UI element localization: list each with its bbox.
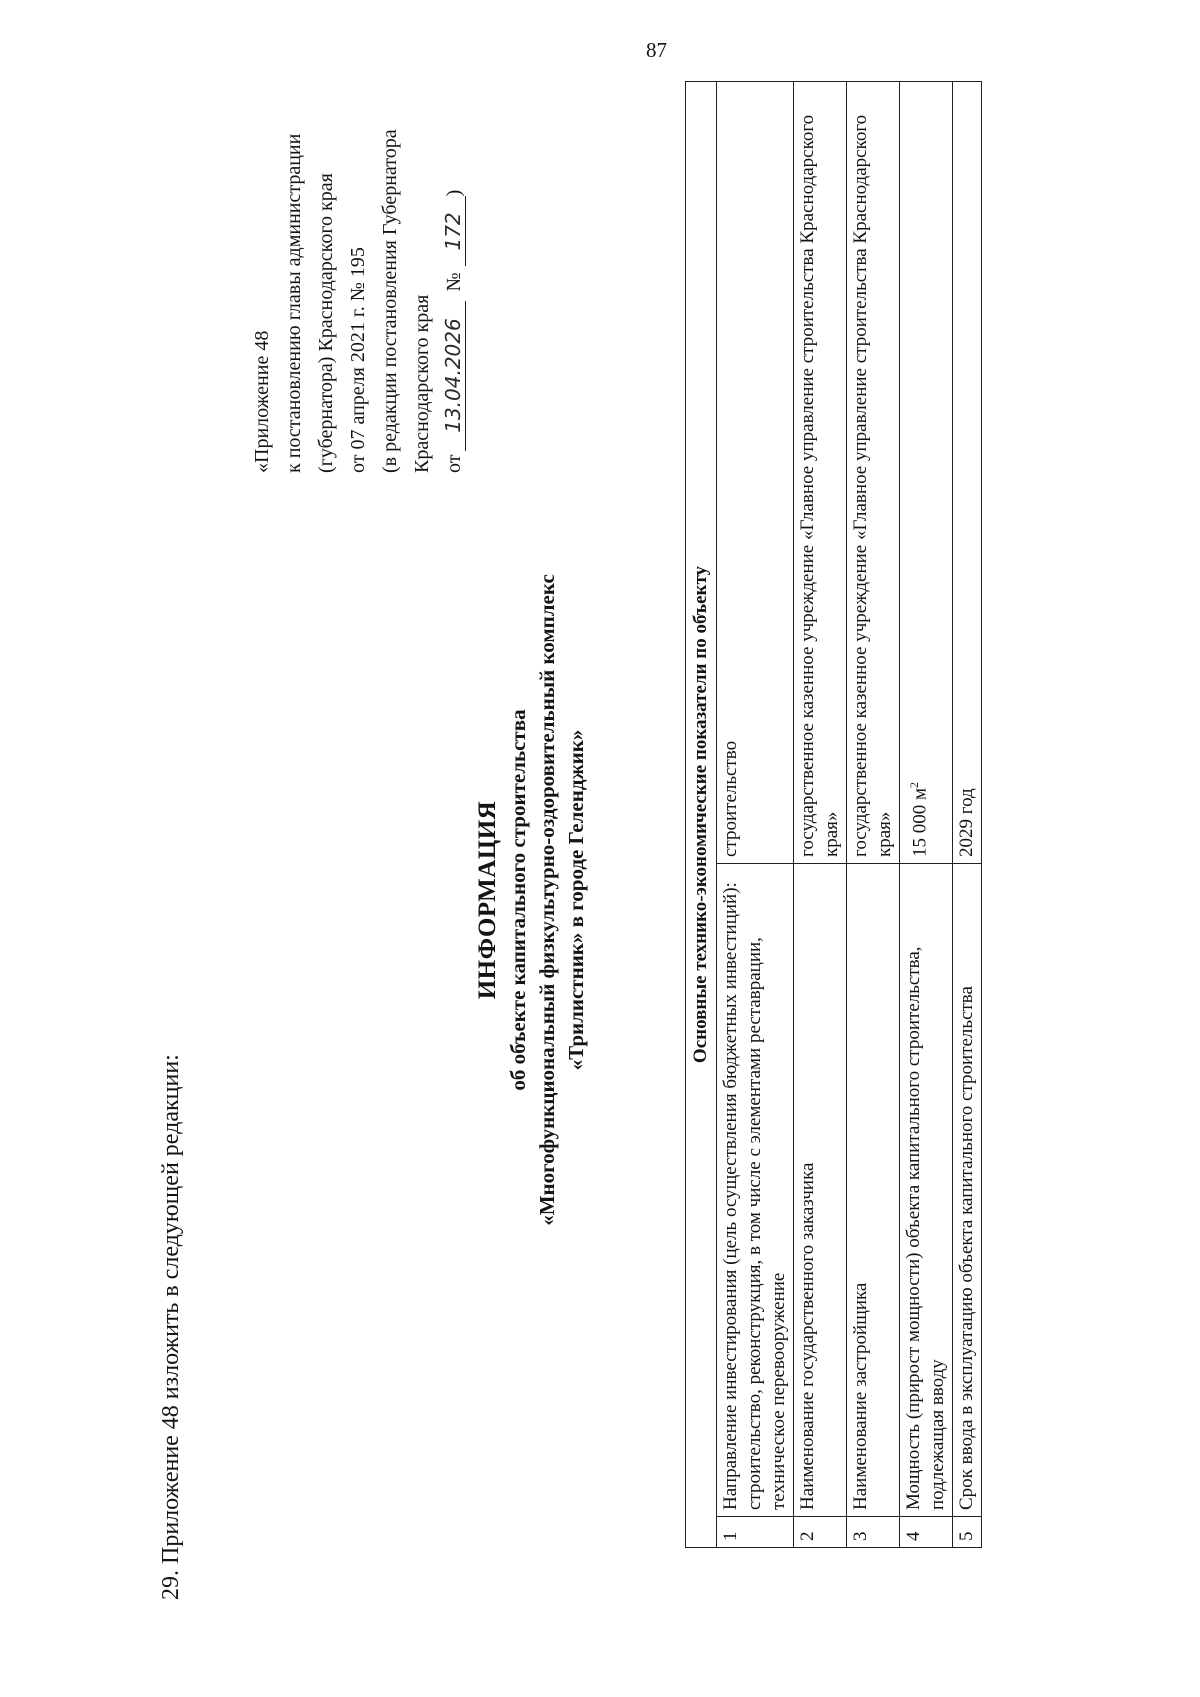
table-row	[794, 82, 847, 1548]
title-line-2: «Многофункциональный физкультурно-оздоровительный комплекс	[535, 574, 559, 1226]
landscape-content	[120, 80, 1170, 1600]
row-value: 2029 год	[953, 82, 982, 864]
row-parameter: Срок ввода в эксплуатацию объекта капитального строительства	[953, 864, 982, 1517]
appendix-line-5: (в редакции постановления Губернатора	[379, 129, 401, 473]
unit-superscript: 2	[907, 781, 921, 788]
appendix-line-6: Краснодарского края	[411, 294, 433, 473]
row-parameter: Направление инвестирования (цель осуществления бюджетных инвестиций): строительство, реконструкция, в том числе с элементами реставрации, техническое перевооружение	[717, 864, 794, 1517]
title-line-1: об объекте капитального строительства	[506, 709, 530, 1091]
capacity-value: 15 000 м	[909, 787, 931, 857]
appendix-line-1: «Приложение 48	[251, 330, 273, 473]
title-main: ИНФОРМАЦИЯ	[474, 800, 501, 1000]
date-prefix: от	[443, 454, 465, 473]
table-header: Основные технико-экономические показатели по объекту	[686, 82, 717, 1548]
appendix-line-4: от 07 апреля 2021 г. № 195	[347, 247, 369, 473]
page-number: 87	[646, 38, 667, 62]
row-value: строительство	[717, 82, 794, 864]
row-number: 2	[794, 1517, 847, 1548]
table-row	[953, 82, 982, 1548]
table-row	[900, 82, 953, 1548]
row-parameter: Наименование государственного заказчика	[794, 864, 847, 1517]
row-value: государственное казенное учреждение «Главное управление строительства Краснодарского края»	[847, 82, 900, 864]
appendix-block	[246, 73, 470, 473]
title-line-3: «Трилистник» в городе Геленджик»	[564, 729, 588, 1071]
row-number: 3	[847, 1517, 900, 1548]
table-header-row	[686, 82, 717, 1548]
row-value: государственное казенное учреждение «Главное управление строительства Краснодарского края»	[794, 82, 847, 864]
row-number: 4	[900, 1517, 953, 1548]
closing-paren: )	[443, 189, 465, 197]
row-parameter: Наименование застройщика	[847, 864, 900, 1517]
appendix-line-3: (губернатора) Краснодарского края	[315, 173, 337, 473]
row-number: 5	[953, 1517, 982, 1548]
number-prefix: №	[443, 272, 465, 292]
indicators-table	[685, 81, 982, 1548]
row-parameter: Мощность (прирост мощности) объекта капитального строительства, подлежащая вводу	[900, 864, 953, 1517]
handwritten-number: 172	[441, 196, 466, 266]
table-row	[717, 82, 794, 1548]
handwritten-date: 13.04.2026	[441, 301, 466, 451]
row-number: 1	[717, 1517, 794, 1548]
document-title	[472, 450, 591, 1350]
appendix-line-2: к постановлению главы администрации	[283, 133, 305, 473]
row-value	[900, 82, 953, 864]
table-row	[847, 82, 900, 1548]
intro-line: 29. Приложение 48 изложить в следующей редакции:	[158, 1054, 184, 1600]
appendix-date-line	[438, 73, 470, 473]
